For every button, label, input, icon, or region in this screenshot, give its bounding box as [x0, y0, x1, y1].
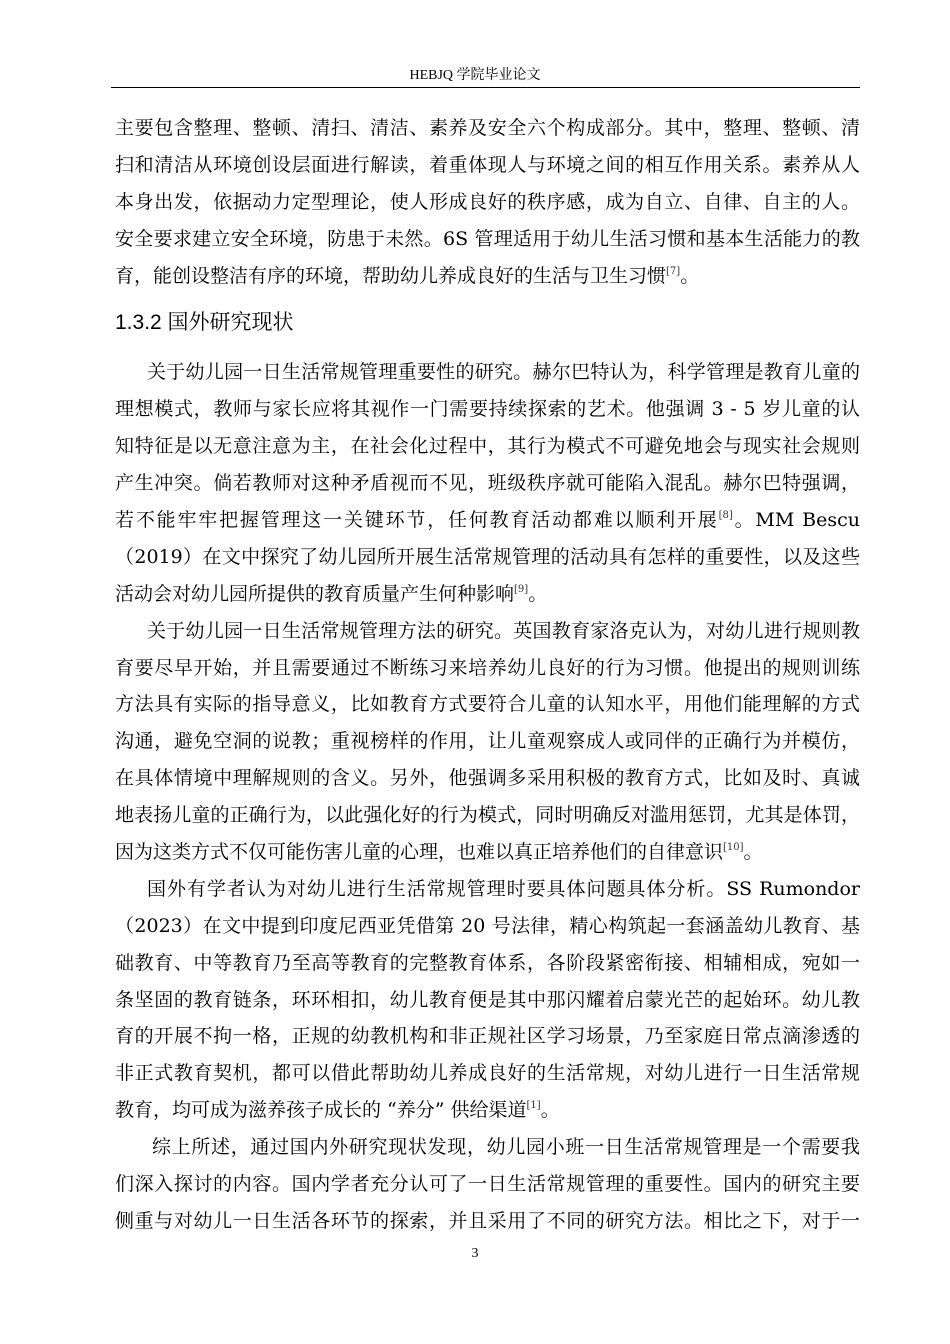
text-line — [115, 686, 860, 723]
running-header: HEBJQ 学院毕业论文 — [409, 68, 541, 83]
line-text: 非正式教育契机，都可以借此帮助幼儿养成良好的生活常规，对幼儿进行一日生活常规 — [115, 1062, 860, 1085]
text-line — [115, 760, 860, 797]
text-line — [115, 354, 860, 391]
page-number: 3 — [471, 1246, 479, 1261]
text-line — [115, 723, 860, 760]
line-text: 育的开展不拘一格，正规的幼教机构和非正规社区学习场景，乃至家庭日常点滴渗透的 — [115, 1025, 860, 1048]
text-line — [115, 908, 860, 945]
line-text: 教育，均可成为滋养孩子成长的 “养分” 供给渠道 — [115, 1099, 527, 1122]
text-line — [115, 184, 860, 221]
line-text: 础教育、中等教育乃至高等教育的完整教育体系，各阶段紧密衔接、相辅相成，宛如一 — [115, 951, 860, 974]
line-text: 主要包含整理、整顿、清扫、清洁、素养及安全六个构成部分。其中，整理、整顿、清 — [115, 117, 860, 139]
text-line — [115, 465, 860, 502]
paragraph — [115, 110, 860, 294]
line-text: （2019）在文中探究了幼儿园所开展生活常规管理的活动具有怎样的重要性，以及这些 — [115, 545, 860, 568]
text-line — [115, 147, 860, 184]
text-line — [115, 221, 860, 258]
line-text: 扫和清洁从环境创设层面进行解读，着重体现人与环境之间的相互作用关系。素养从人 — [115, 153, 860, 176]
text-line — [115, 834, 860, 871]
text-line — [115, 797, 860, 834]
line-text: 因为这类方式不仅可能伤害儿童的心理，也难以真正培养他们的自律意识 — [115, 841, 724, 864]
text-line — [115, 502, 860, 539]
line-text: 知特征是以无意注意为主，在社会化过程中，其行为模式不可避免地会与现实社会规则 — [115, 435, 860, 458]
document-body — [115, 110, 860, 1240]
text-line — [115, 1166, 860, 1203]
line-tail: 。 — [680, 264, 700, 287]
text-line — [115, 1055, 860, 1092]
text-line — [115, 1092, 860, 1129]
paragraph — [115, 1129, 860, 1240]
citation-ref: [10] — [723, 842, 744, 854]
text-line — [115, 539, 860, 576]
line-text: 条坚固的教育链条，环环相扣，幼儿教育便是其中那闪耀着启蒙光芒的起始环。幼儿教 — [115, 988, 860, 1011]
text-line — [115, 1203, 860, 1240]
text-line — [115, 391, 860, 428]
line-text: 们深入探讨的内容。国内学者充分认可了一日生活常规管理的重要性。国内的研究主要 — [115, 1173, 860, 1196]
line-text: 关于幼儿园一日生活常规管理重要性的研究。赫尔巴特认为，科学管理是教育儿童的 — [147, 361, 860, 384]
line-text: 理想模式，教师与家长应将其视作一门需要持续探索的艺术。他强调 3 - 5 岁儿童的认 — [115, 398, 860, 421]
line-text: 侧重与对幼儿一日生活各环节的探索，并且采用了不同的研究方法。相比之下，对于一 — [115, 1209, 860, 1232]
citation-ref: [8] — [718, 510, 733, 522]
text-line — [115, 613, 860, 650]
text-line — [115, 650, 860, 687]
citation-ref: [9] — [514, 583, 529, 595]
line-text: 育，能创设整洁有序的环境，帮助幼儿养成良好的生活与卫生习惯 — [115, 264, 667, 287]
text-line — [115, 1018, 860, 1055]
paragraph — [115, 613, 860, 871]
line-text: 关于幼儿园一日生活常规管理方法的研究。英国教育家洛克认为，对幼儿进行规则教 — [147, 619, 860, 642]
header-rule — [111, 87, 860, 88]
line-text: 方法具有实际的指导意义，比如教育方式要符合儿童的认知水平，用他们能理解的方式 — [115, 693, 860, 716]
text-line — [115, 1129, 860, 1166]
line-text: 地表扬儿童的正确行为，以此强化好的行为模式，同时明确反对滥用惩罚，尤其是体罚， — [115, 804, 860, 827]
line-text: 综上所述，通过国内外研究现状发现，幼儿园小班一日生活常规管理是一个需要我 — [152, 1136, 860, 1159]
line-text: 在具体情境中理解规则的含义。另外，他强调多采用积极的教育方式，比如及时、真诚 — [115, 767, 860, 790]
line-text: 活动会对幼儿园所提供的教育质量产生何种影响 — [115, 582, 515, 605]
text-line — [115, 945, 860, 982]
line-tail: 。MM Bescu — [732, 509, 860, 532]
text-line — [115, 871, 860, 908]
line-tail: 。 — [743, 841, 763, 864]
line-text: 育要尽早开始，并且需要通过不断练习来培养幼儿良好的行为习惯。他提出的规则训练 — [115, 656, 860, 679]
line-text: 国外有学者认为对幼儿进行生活常规管理时要具体问题具体分析。SS Rumondor — [147, 877, 860, 900]
line-text: （2023）在文中提到印度尼西亚凭借第 20 号法律，精心构筑起一套涵盖幼儿教育、基 — [115, 914, 860, 937]
section-heading: 1.3.2 国外研究现状 — [115, 311, 294, 335]
citation-ref: [7] — [666, 265, 681, 277]
line-text: 沟通，避免空洞的说教；重视榜样的作用，让儿童观察成人或同伴的正确行为并模仿， — [115, 730, 860, 753]
text-line — [115, 428, 860, 465]
text-line — [115, 258, 860, 295]
text-line — [115, 982, 860, 1019]
paragraph — [115, 871, 860, 1129]
text-line — [115, 576, 860, 613]
line-text: 本身出发，依据动力定型理论，使人形成良好的秩序感，成为自立、自律、自主的人。 — [115, 190, 860, 213]
line-text: 产生冲突。倘若教师对这种矛盾视而不见，班级秩序就可能陷入混乱。赫尔巴特强调， — [115, 472, 860, 495]
line-text: 若不能牢牢把握管理这一关键环节，任何教育活动都难以顺利开展 — [115, 509, 719, 532]
line-tail: 。 — [540, 1099, 560, 1122]
line-tail: 。 — [528, 582, 548, 605]
line-text: 安全要求建立安全环境，防患于未然。6S 管理适用于幼儿生活习惯和基本生活能力的教 — [115, 227, 860, 250]
text-line — [115, 110, 860, 147]
paragraph — [115, 354, 860, 612]
citation-ref: [1] — [526, 1100, 541, 1112]
